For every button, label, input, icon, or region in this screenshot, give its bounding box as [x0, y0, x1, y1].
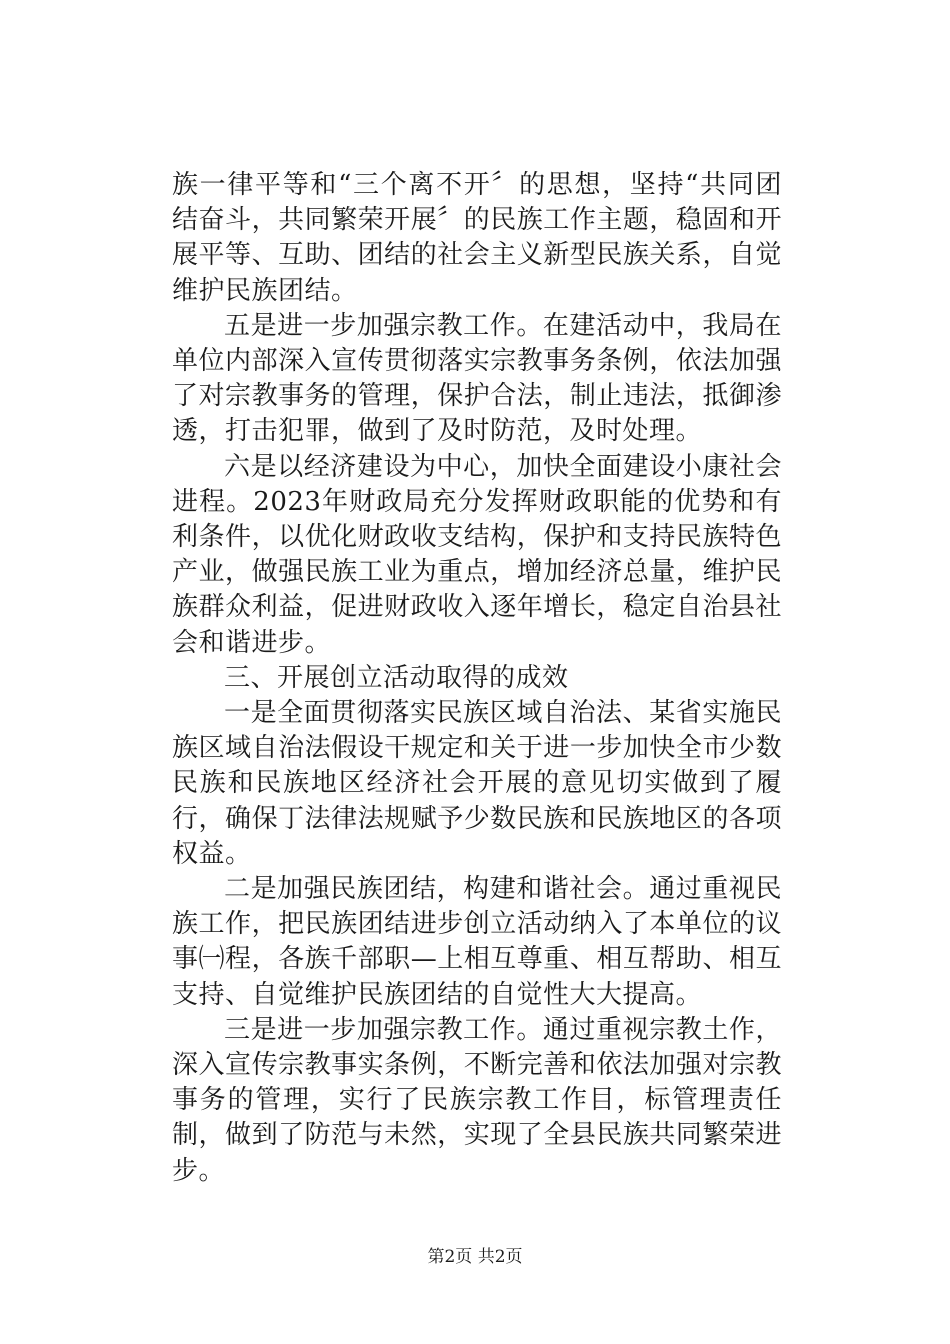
- section-heading: 三、开展创立活动取得的成效: [224, 662, 569, 693]
- paragraph-2: 五是进一步加强宗教工作。在建活动中，我局在单位内部深入宣传贯彻落实宗教事务条例，依法加强了对宗教事务的管理，保护合法，制止违法，抵御渗透，打击犯罪，做到了及时防范，及时处理。: [172, 310, 782, 447]
- document-body: [172, 168, 782, 1189]
- paragraph-4: 一是全面贯彻落实民族区域自治法、某省实施民族区域自治法假设干规定和关于进一步加快全市少数民族和民族地区经济社会开展的意见切实做到了履行，确保丁法律法规赋予少数民族和民族地区的各项权益。: [172, 698, 782, 869]
- paragraph-1: 族一律平等和“三个离不开〞的思想，坚持“共同团结奋斗，共同繁荣开展〞的民族工作主题，稳固和开展平等、互助、团结的社会主义新型民族关系，自觉维护民族团结。: [172, 170, 782, 306]
- paragraph-3: 六是以经济建设为中心，加快全面建设小康社会进程。2023年财政局充分发挥财政职能的优势和有利条件，以优化财政收支结构，保护和支持民族特色产业，做强民族工业为重点，增加经济总量，维护民族群众利益，促进财政收入逐年增长，稳定自治县社会和谐进步。: [172, 451, 782, 658]
- paragraph-6: 三是进一步加强宗教工作。通过重视宗教土作，深入宣传宗教事实条例，不断完善和依法加强对宗教事务的管理，实行了民族宗教工作目，标管理责任制，做到了防范与未然，实现了全县民族共同繁荣进步。: [172, 1014, 782, 1186]
- page-number-footer: 第2页 共2页: [427, 1247, 523, 1267]
- paragraph-5: 二是加强民族团结，构建和谐社会。通过重视民族工作，把民族团结进步创立活动纳入了本单位的议事㈠程，各族千部职—上相互尊重、相互帮助、相互支持、自觉维护民族团结的自觉性大大提高。: [172, 874, 782, 1010]
